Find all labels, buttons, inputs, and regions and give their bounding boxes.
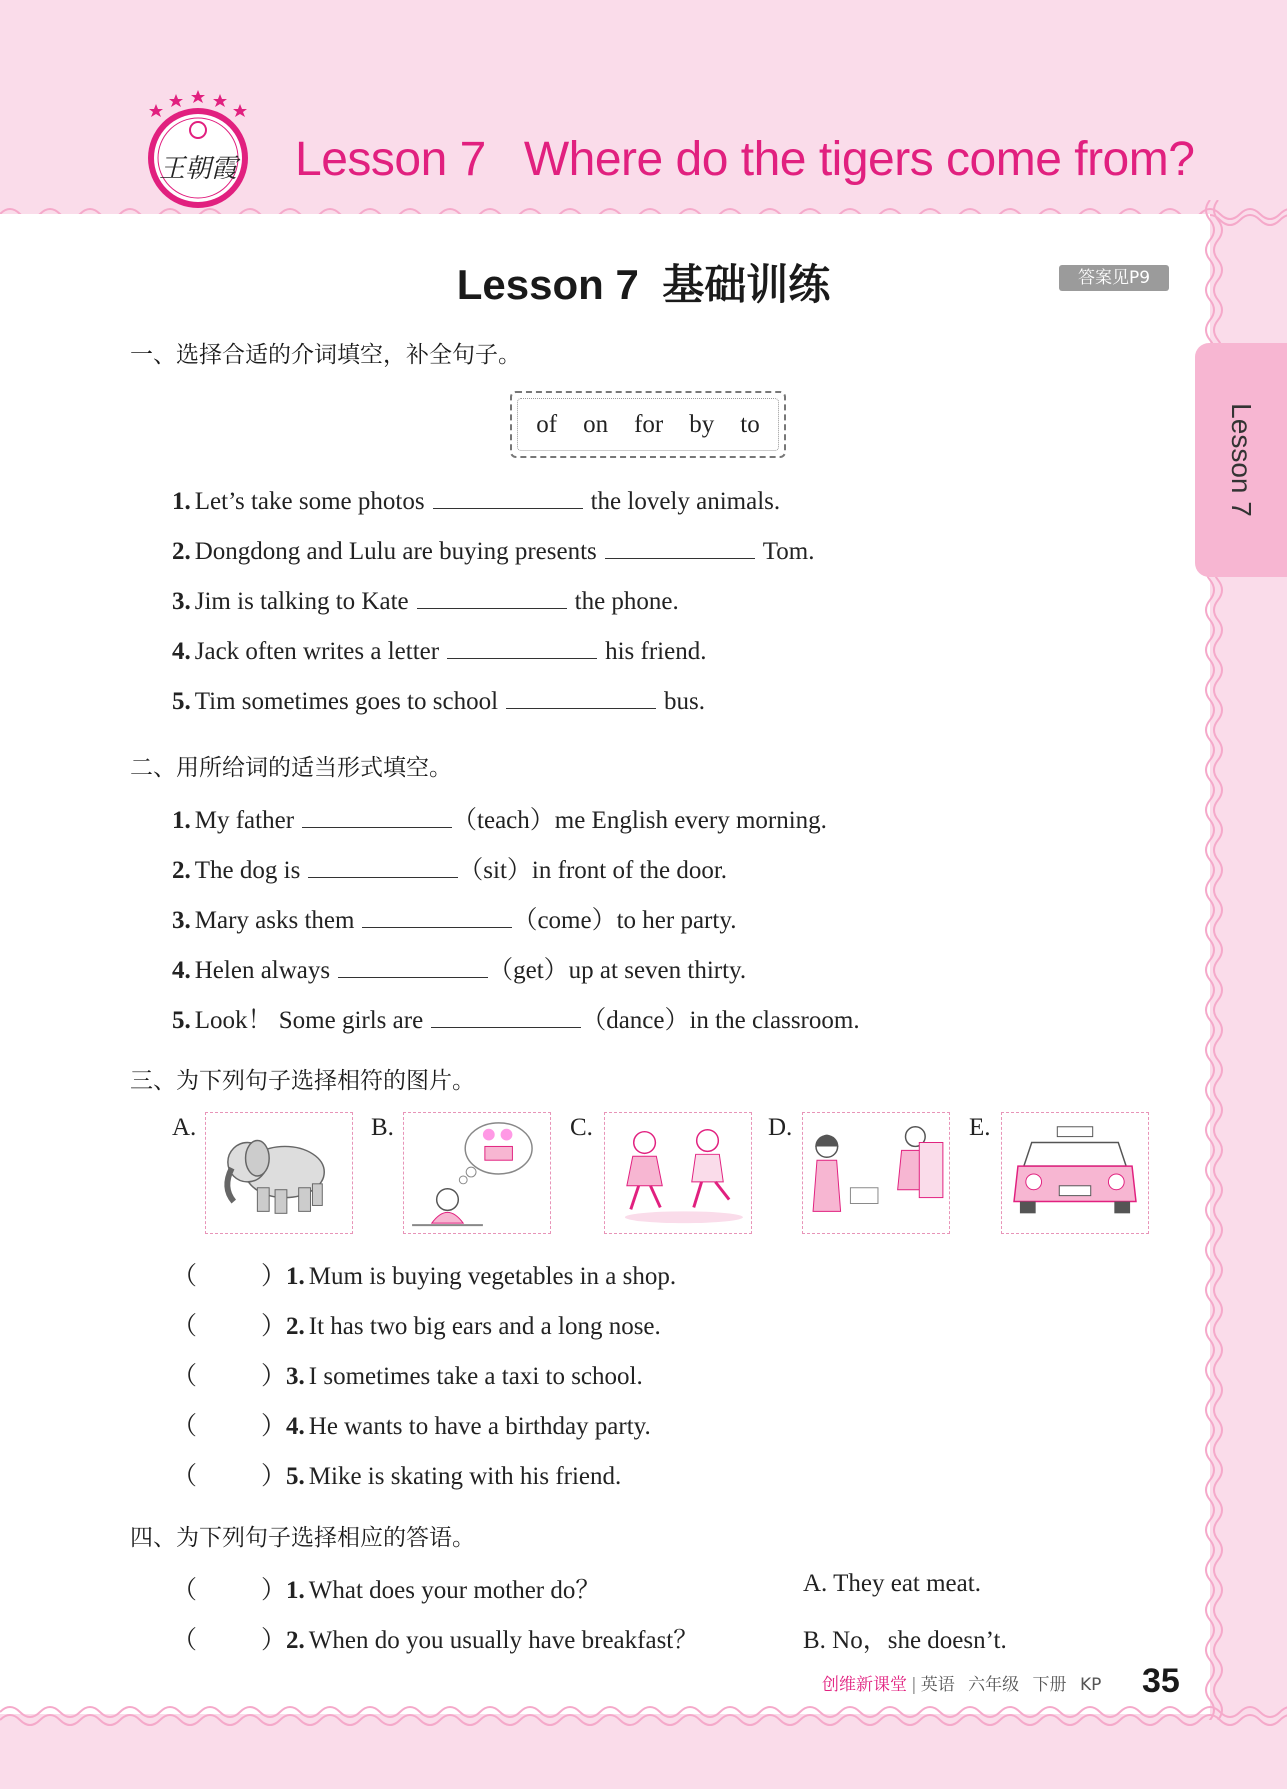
footer-grade: 六年级 <box>968 1675 1020 1695</box>
answer-blank[interactable] <box>302 807 452 828</box>
word-bank-item: on <box>583 410 609 438</box>
picture-letter: E. <box>969 1114 991 1141</box>
section2-item: 4. Helen always （get）up at seven thirty. <box>172 957 747 984</box>
section3-item: （ ）5. Mike is skating with his friend. <box>172 1463 622 1490</box>
lesson-heading: Lesson 7 基础训练 <box>456 261 831 308</box>
picture-letter: D. <box>768 1114 793 1141</box>
picture-letter: B. <box>371 1114 394 1141</box>
answer-blank[interactable] <box>433 488 583 509</box>
word-bank-item: for <box>634 410 664 438</box>
header-lesson-title: Where do the tigers come from? <box>523 133 1195 186</box>
footer-info: 创维新课堂 | 英语 六年级 下册 KP <box>822 1675 1102 1695</box>
answer-reference-badge: 答案见P9 <box>1059 265 1169 291</box>
page-number: 35 <box>1142 1662 1180 1700</box>
section4-item: （ ）1. What does your mother do？ <box>172 1577 601 1604</box>
picture-box <box>403 1112 551 1234</box>
answer-blank[interactable] <box>417 588 567 609</box>
section3-item: （ ）3. I sometimes take a taxi to school. <box>172 1363 643 1390</box>
picture-box <box>604 1112 752 1234</box>
picture-box <box>1001 1112 1149 1234</box>
footer-brand: 创维新课堂 <box>822 1675 907 1695</box>
section1-item: 1. Let’s take some photos the lovely animals. <box>172 488 781 515</box>
section2-item: 5. Look！ Some girls are （dance）in the classroom. <box>172 1007 860 1034</box>
vegetable-shop-icon <box>803 1113 949 1233</box>
section3-item: （ ）4. He wants to have a birthday party. <box>172 1413 651 1440</box>
word-bank-item: to <box>740 410 760 438</box>
footer-subject: 英语 <box>920 1675 955 1695</box>
elephant-icon <box>206 1113 352 1233</box>
skating-children-icon <box>605 1113 751 1233</box>
bottom-wave-border <box>0 1700 1287 1734</box>
section1-item: 5. Tim sometimes goes to school bus. <box>172 688 705 715</box>
section3-item: （ ）1. Mum is buying vegetables in a shop. <box>172 1263 677 1290</box>
answer-option: B. No，she doesn’t. <box>803 1627 1007 1654</box>
section2-title: 二、用所给词的适当形式填空。 <box>130 755 452 781</box>
answer-blank[interactable] <box>506 688 656 709</box>
side-tab-label: Lesson 7 <box>1226 403 1258 517</box>
word-bank-box <box>510 391 786 458</box>
section1-item: 2. Dongdong and Lulu are buying presents Tom. <box>172 538 815 565</box>
word-bank-item: of <box>536 410 558 438</box>
section4-title: 四、为下列句子选择相应的答语。 <box>130 1525 475 1551</box>
answer-blank[interactable] <box>447 638 597 659</box>
answer-blank[interactable] <box>308 857 458 878</box>
answer-option: A. They eat meat. <box>803 1570 981 1597</box>
answer-blank[interactable] <box>338 957 488 978</box>
section4-item: （ ）2. When do you usually have breakfast？ <box>172 1627 699 1654</box>
section2-item: 3. Mary asks them （come）to her party. <box>172 907 737 934</box>
picture-box <box>802 1112 950 1234</box>
answer-blank[interactable] <box>431 1007 581 1028</box>
picture-box <box>205 1112 353 1234</box>
logo-text: 王朝霞 <box>158 154 237 184</box>
word-bank-item: by <box>689 410 715 438</box>
taxi-icon <box>1002 1113 1148 1233</box>
birthday-party-icon <box>404 1113 550 1233</box>
section1-item: 3. Jim is talking to Kate the phone. <box>172 588 679 615</box>
header-title <box>295 132 1194 187</box>
footer-term: 下册 <box>1032 1675 1067 1695</box>
section1-item: 4. Jack often writes a letter his friend. <box>172 638 707 665</box>
section2-item: 2. The dog is （sit）in front of the door. <box>172 857 728 884</box>
section3-item: （ ）2. It has two big ears and a long nose. <box>172 1313 661 1340</box>
answer-blank[interactable] <box>605 538 755 559</box>
picture-letter: C. <box>570 1114 593 1141</box>
section3-title: 三、为下列句子选择相符的图片。 <box>130 1068 475 1094</box>
picture-letter: A. <box>172 1114 197 1141</box>
answer-blank[interactable] <box>362 907 512 928</box>
section1-title: 一、选择合适的介词填空，补全句子。 <box>130 342 521 368</box>
footer-edition: KP <box>1079 1675 1102 1695</box>
header-lesson: Lesson 7 <box>295 133 486 186</box>
section2-item: 1. My father （teach）me English every morning. <box>172 807 827 834</box>
